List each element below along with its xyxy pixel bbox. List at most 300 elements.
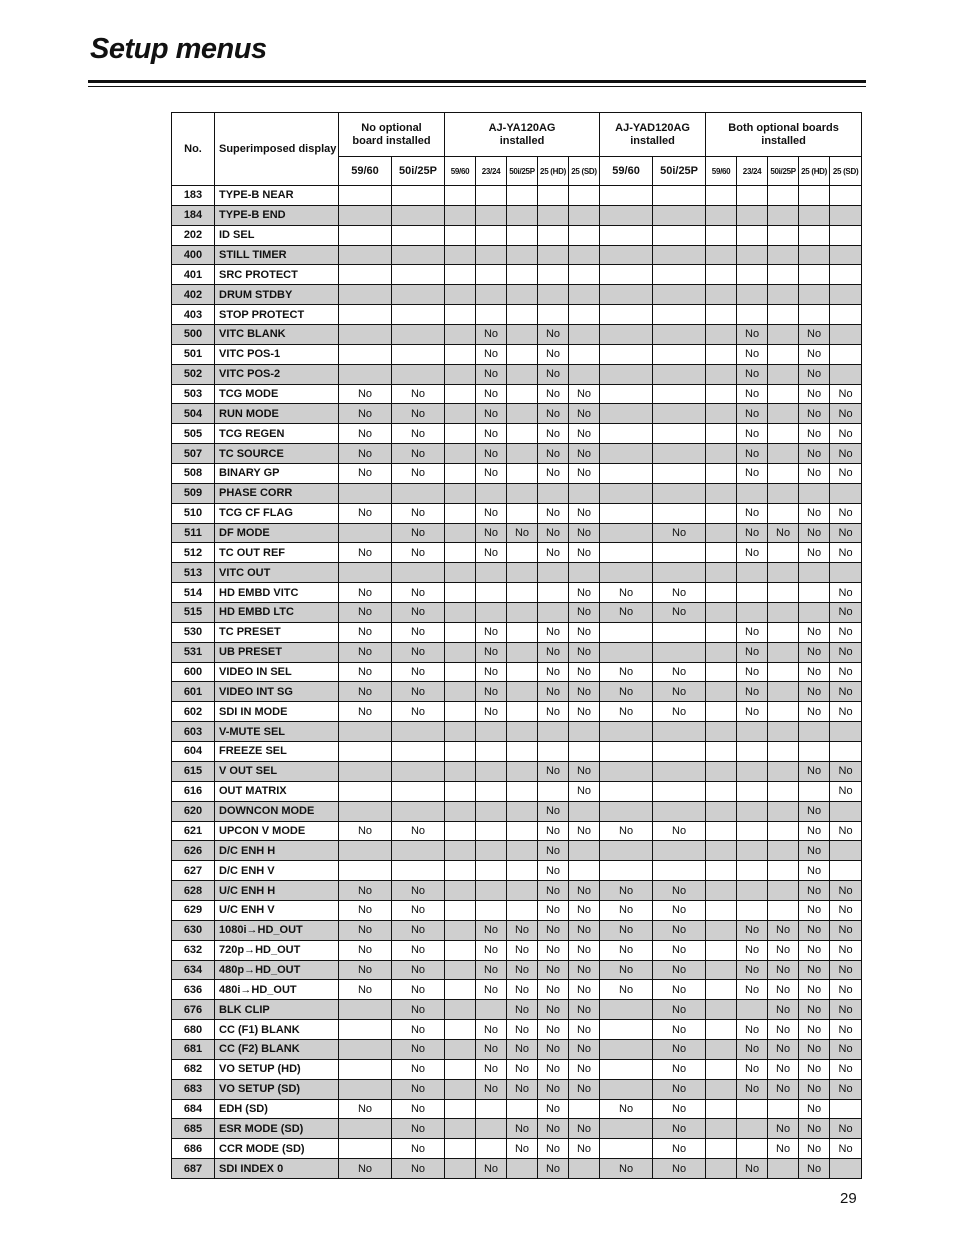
row-number: 620 [172,801,215,821]
row-cell: No [507,920,538,940]
row-display-name: UB PRESET [215,642,339,662]
row-cell [737,742,768,762]
row-cell [507,881,538,901]
row-cell: No [339,583,392,603]
row-number: 680 [172,1020,215,1040]
row-cell: No [392,1099,445,1119]
row-cell [830,1099,862,1119]
row-cell [653,424,706,444]
row-cell: No [538,662,569,682]
table-row [172,761,862,781]
row-cell [830,325,862,345]
row-cell: No [476,960,507,980]
row-cell [600,1079,653,1099]
row-cell [339,245,392,265]
row-cell: No [830,662,862,682]
table-row [172,642,862,662]
row-cell: No [476,325,507,345]
row-cell [737,1099,768,1119]
row-cell [445,205,476,225]
row-cell [445,1020,476,1040]
table-row [172,1139,862,1159]
header-format-col: 25 (SD) [569,157,600,186]
row-cell [392,483,445,503]
row-display-name: D/C ENH H [215,841,339,861]
row-number: 616 [172,781,215,801]
row-display-name: ESR MODE (SD) [215,1119,339,1139]
row-cell [706,344,737,364]
row-cell [569,285,600,305]
row-cell [737,881,768,901]
row-cell [653,742,706,762]
row-cell [600,861,653,881]
row-cell: No [538,622,569,642]
header-format-col: 59/60 [600,157,653,186]
row-cell [600,1139,653,1159]
row-cell: No [830,503,862,523]
row-number: 510 [172,503,215,523]
row-cell [392,245,445,265]
row-cell [569,861,600,881]
row-cell [653,225,706,245]
row-display-name: 480p→HD_OUT [215,960,339,980]
row-cell [706,761,737,781]
row-number: 602 [172,702,215,722]
row-cell [706,1020,737,1040]
row-cell [706,1159,737,1179]
row-cell [538,305,569,325]
row-cell [507,245,538,265]
row-cell: No [799,364,830,384]
row-cell [768,722,799,742]
row-cell: No [737,424,768,444]
row-cell: No [538,523,569,543]
row-cell [653,344,706,364]
table-row [172,563,862,583]
row-cell [830,483,862,503]
row-cell [737,900,768,920]
row-number: 629 [172,900,215,920]
row-cell [476,285,507,305]
row-display-name: RUN MODE [215,404,339,424]
row-number: 500 [172,325,215,345]
row-cell: No [569,622,600,642]
row-cell: No [799,960,830,980]
row-cell [600,483,653,503]
row-cell: No [507,960,538,980]
row-cell [768,563,799,583]
row-cell: No [538,344,569,364]
row-cell [339,523,392,543]
row-cell: No [507,980,538,1000]
row-cell: No [538,1059,569,1079]
row-cell: No [653,662,706,682]
row-cell [339,742,392,762]
row-cell: No [538,900,569,920]
row-display-name: ID SEL [215,225,339,245]
row-cell: No [538,1079,569,1099]
row-cell [339,285,392,305]
row-cell [737,1119,768,1139]
row-cell [538,483,569,503]
row-cell [600,781,653,801]
table-header [172,113,862,186]
row-cell: No [476,364,507,384]
row-cell: No [538,325,569,345]
row-cell: No [737,642,768,662]
row-cell: No [339,1099,392,1119]
row-cell: No [339,464,392,484]
row-cell [507,424,538,444]
row-number: 505 [172,424,215,444]
row-cell: No [768,960,799,980]
row-cell: No [538,1020,569,1040]
row-cell: No [538,920,569,940]
table-row [172,483,862,503]
row-number: 202 [172,225,215,245]
row-cell [600,543,653,563]
row-cell: No [538,980,569,1000]
row-cell: No [569,543,600,563]
row-cell: No [476,523,507,543]
row-number: 682 [172,1059,215,1079]
row-cell: No [538,841,569,861]
row-cell [768,900,799,920]
row-cell [768,245,799,265]
row-cell: No [538,801,569,821]
row-cell [706,642,737,662]
row-cell [653,325,706,345]
row-cell: No [392,444,445,464]
row-cell: No [600,1159,653,1179]
row-cell [653,265,706,285]
row-cell [392,742,445,762]
row-cell: No [799,980,830,1000]
row-cell [706,603,737,623]
row-cell [706,523,737,543]
row-cell [445,940,476,960]
row-cell [600,305,653,325]
row-cell [392,781,445,801]
row-cell: No [799,821,830,841]
row-cell: No [830,424,862,444]
row-cell: No [653,523,706,543]
row-cell: No [600,702,653,722]
row-display-name: SRC PROTECT [215,265,339,285]
table-row [172,205,862,225]
row-cell: No [830,583,862,603]
row-cell [476,225,507,245]
row-cell [737,801,768,821]
row-cell [445,702,476,722]
row-cell [339,305,392,325]
row-display-name: CC (F2) BLANK [215,1039,339,1059]
row-cell: No [600,881,653,901]
table-row [172,503,862,523]
row-number: 686 [172,1139,215,1159]
row-cell [339,265,392,285]
row-cell: No [653,960,706,980]
row-cell: No [799,682,830,702]
row-cell: No [392,543,445,563]
row-cell: No [339,960,392,980]
row-cell [507,503,538,523]
row-cell: No [476,642,507,662]
row-cell [706,364,737,384]
header-format-col: 25 (HD) [799,157,830,186]
row-cell [476,801,507,821]
row-cell: No [799,1020,830,1040]
row-cell: No [799,1139,830,1159]
table-row [172,1119,862,1139]
row-cell [507,722,538,742]
header-format-col: 59/60 [706,157,737,186]
table-row [172,325,862,345]
table-row [172,702,862,722]
row-cell: No [653,920,706,940]
row-cell: No [339,444,392,464]
row-cell [445,742,476,762]
row-cell [737,722,768,742]
row-cell [339,722,392,742]
row-cell [445,761,476,781]
row-cell: No [507,1139,538,1159]
row-cell: No [830,603,862,623]
row-cell: No [600,583,653,603]
row-cell [507,483,538,503]
row-cell: No [476,384,507,404]
row-cell: No [799,464,830,484]
row-cell [706,384,737,404]
row-cell [768,225,799,245]
header-format-col: 23/24 [476,157,507,186]
row-cell [569,742,600,762]
row-cell: No [339,503,392,523]
row-cell: No [392,1139,445,1159]
row-cell: No [830,781,862,801]
row-cell: No [653,1079,706,1099]
row-cell: No [653,821,706,841]
row-cell [830,1159,862,1179]
row-cell [339,781,392,801]
row-cell: No [569,1020,600,1040]
row-cell [737,603,768,623]
row-cell: No [600,682,653,702]
row-cell [799,483,830,503]
row-cell: No [569,444,600,464]
row-cell [830,841,862,861]
row-cell: No [799,662,830,682]
row-cell [538,603,569,623]
row-cell [768,205,799,225]
row-cell: No [476,1079,507,1099]
row-cell: No [830,444,862,464]
table-row [172,662,862,682]
row-cell [569,364,600,384]
row-cell [768,801,799,821]
row-cell: No [830,1139,862,1159]
row-cell [799,583,830,603]
row-cell [538,186,569,206]
row-cell [476,881,507,901]
table-row [172,603,862,623]
row-cell [538,205,569,225]
row-cell [706,742,737,762]
row-cell [445,424,476,444]
table-row [172,881,862,901]
table-row [172,940,862,960]
row-cell [706,464,737,484]
row-cell [737,583,768,603]
row-cell: No [653,940,706,960]
row-cell: No [737,1079,768,1099]
row-display-name: SDI INDEX 0 [215,1159,339,1179]
header-format-col: 59/60 [339,157,392,186]
row-cell [507,285,538,305]
row-cell: No [392,940,445,960]
row-cell: No [392,980,445,1000]
table-row [172,960,862,980]
row-cell: No [799,1159,830,1179]
row-cell: No [737,1039,768,1059]
row-cell [653,503,706,523]
row-number: 503 [172,384,215,404]
row-cell: No [600,920,653,940]
row-number: 601 [172,682,215,702]
row-cell [507,265,538,285]
row-cell [653,305,706,325]
row-cell [445,881,476,901]
row-cell [445,483,476,503]
row-cell [445,364,476,384]
row-cell: No [392,1159,445,1179]
row-display-name: HD EMBD LTC [215,603,339,623]
row-cell: No [653,583,706,603]
row-cell: No [737,622,768,642]
row-cell: No [768,1079,799,1099]
row-cell [706,781,737,801]
row-display-name: BINARY GP [215,464,339,484]
row-cell [507,1159,538,1179]
page-title: Setup menus [90,33,267,65]
row-cell: No [653,881,706,901]
row-cell: No [830,702,862,722]
row-cell: No [538,503,569,523]
table-row [172,1099,862,1119]
row-cell [445,603,476,623]
row-cell: No [653,1159,706,1179]
header-format-col: 23/24 [737,157,768,186]
row-number: 600 [172,662,215,682]
row-cell: No [737,523,768,543]
row-cell: No [768,1059,799,1079]
row-display-name: TC PRESET [215,622,339,642]
row-display-name: FREEZE SEL [215,742,339,762]
row-cell: No [569,1079,600,1099]
row-cell: No [538,1159,569,1179]
row-cell: No [600,821,653,841]
row-cell: No [538,424,569,444]
row-cell [706,841,737,861]
row-cell: No [600,980,653,1000]
row-cell [569,344,600,364]
row-cell: No [569,761,600,781]
row-cell [445,543,476,563]
row-cell [445,285,476,305]
row-cell [476,483,507,503]
row-cell [768,622,799,642]
row-cell: No [538,543,569,563]
table-row [172,285,862,305]
row-cell [799,305,830,325]
row-cell [768,464,799,484]
row-number: 683 [172,1079,215,1099]
row-cell: No [339,404,392,424]
row-cell: No [799,622,830,642]
row-cell: No [799,642,830,662]
row-cell [768,384,799,404]
row-cell: No [476,543,507,563]
row-cell [706,940,737,960]
row-cell [768,1159,799,1179]
row-display-name: VIDEO INT SG [215,682,339,702]
row-cell [445,662,476,682]
row-cell [653,364,706,384]
row-cell: No [476,1039,507,1059]
row-cell: No [737,960,768,980]
row-number: 504 [172,404,215,424]
row-cell [600,523,653,543]
row-cell [600,642,653,662]
row-cell [768,841,799,861]
row-cell [445,1099,476,1119]
row-cell [507,225,538,245]
row-cell: No [768,1020,799,1040]
row-cell [507,205,538,225]
row-cell: No [538,1139,569,1159]
row-cell: No [569,881,600,901]
table-row [172,722,862,742]
row-cell: No [507,523,538,543]
row-cell: No [653,702,706,722]
row-cell [600,225,653,245]
row-cell: No [799,503,830,523]
row-display-name: TCG CF FLAG [215,503,339,523]
row-display-name: V-MUTE SEL [215,722,339,742]
row-number: 512 [172,543,215,563]
row-cell [737,265,768,285]
row-cell [600,205,653,225]
row-number: 403 [172,305,215,325]
row-cell [569,722,600,742]
row-cell [538,563,569,583]
row-cell [445,980,476,1000]
row-cell [339,841,392,861]
row-display-name: CCR MODE (SD) [215,1139,339,1159]
row-number: 676 [172,1000,215,1020]
row-cell: No [392,424,445,444]
row-number: 513 [172,563,215,583]
row-cell [737,1000,768,1020]
row-cell [768,305,799,325]
row-cell: No [507,940,538,960]
row-cell: No [768,920,799,940]
row-number: 515 [172,603,215,623]
row-cell: No [538,1119,569,1139]
row-cell [569,325,600,345]
row-cell [768,642,799,662]
row-cell: No [799,940,830,960]
